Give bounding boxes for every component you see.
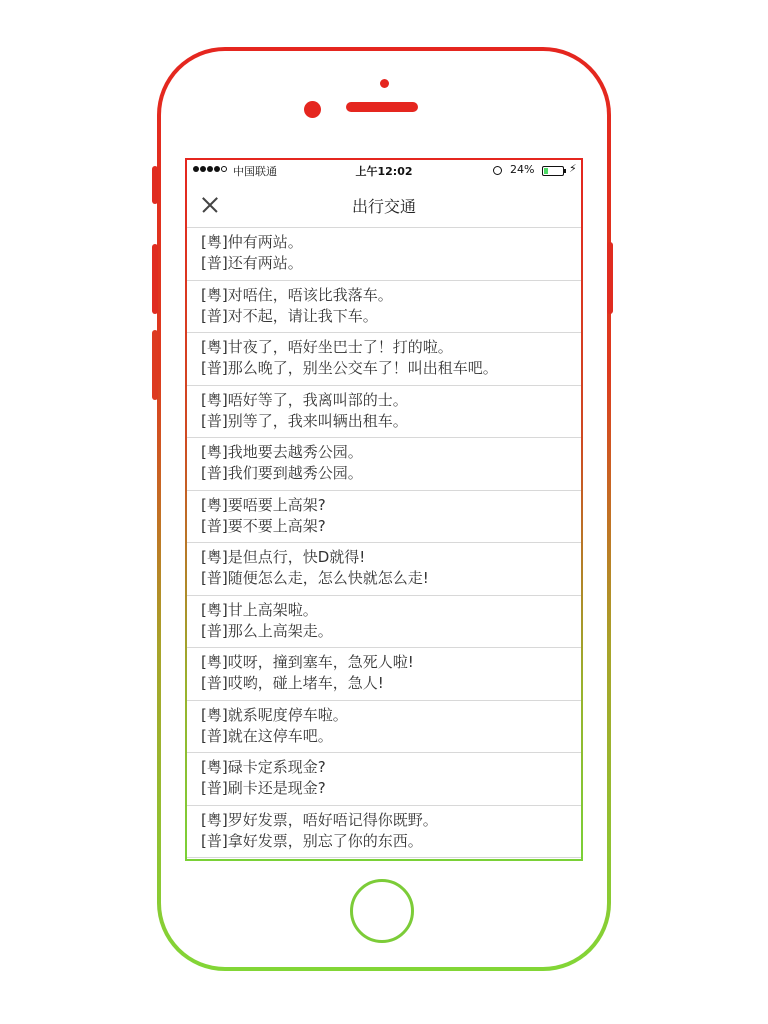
list-item[interactable] — [187, 333, 581, 386]
home-button[interactable] — [350, 879, 414, 943]
cantonese-phrase: [粤]是但点行，快D就得! — [201, 548, 366, 566]
volume-up-button — [152, 244, 158, 314]
volume-down-button — [152, 330, 158, 400]
list-item[interactable] — [187, 438, 581, 491]
mandarin-phrase: [普]拿好发票，别忘了你的东西。 — [201, 831, 423, 850]
cantonese-phrase: [粤]甘夜了，唔好坐巴士了！打的啦。 — [201, 338, 453, 356]
earpiece-speaker — [346, 102, 418, 112]
mandarin-phrase: [普]随便怎么走，怎么快就怎么走! — [201, 569, 429, 587]
mandarin-phrase: [普]刷卡还是现金? — [201, 779, 326, 797]
mandarin-phrase: [普]我们要到越秀公园。 — [201, 464, 363, 482]
battery-fill — [544, 168, 548, 174]
cantonese-phrase: [粤]对唔住，唔该比我落车。 — [201, 285, 393, 304]
proximity-sensor — [380, 79, 389, 88]
list-item[interactable] — [187, 648, 581, 701]
phrase-list — [187, 228, 581, 858]
charging-icon: ⚡ — [569, 162, 577, 175]
mandarin-phrase: [普]哎哟，碰上堵车，急人! — [201, 674, 384, 692]
cantonese-phrase: [粤]甘上高架啦。 — [201, 600, 318, 619]
mandarin-phrase: [普]那么上高架走。 — [201, 621, 333, 640]
status-bar — [187, 160, 581, 182]
mandarin-phrase: [普]那么晚了，别坐公交车了！叫出租车吧。 — [201, 359, 498, 377]
cantonese-phrase: [粤]就系呢度停车啦。 — [201, 705, 348, 724]
cantonese-phrase: [粤]我地要去越秀公园。 — [201, 443, 363, 461]
mandarin-phrase: [普]对不起，请让我下车。 — [201, 306, 378, 325]
mute-switch — [152, 166, 158, 204]
rotation-lock-icon — [493, 166, 502, 175]
list-item[interactable] — [187, 753, 581, 806]
nav-bar — [187, 182, 581, 228]
cantonese-phrase: [粤]罗好发票，唔好唔记得你既野。 — [201, 810, 438, 829]
list-item[interactable] — [187, 491, 581, 544]
cantonese-phrase: [粤]碌卡定系现金? — [201, 758, 326, 776]
mandarin-phrase: [普]要不要上高架? — [201, 516, 326, 535]
list-item[interactable] — [187, 701, 581, 754]
cantonese-phrase: [粤]哎呀，撞到塞车，急死人啦! — [201, 653, 414, 671]
list-item[interactable] — [187, 386, 581, 439]
list-item[interactable] — [187, 806, 581, 859]
mandarin-phrase: [普]还有两站。 — [201, 254, 303, 272]
list-item[interactable] — [187, 596, 581, 649]
battery-icon — [542, 166, 564, 176]
front-camera — [304, 101, 321, 118]
power-button — [607, 242, 613, 314]
mandarin-phrase: [普]别等了，我来叫辆出租车。 — [201, 411, 408, 430]
phone-screen — [185, 158, 583, 861]
list-item[interactable] — [187, 281, 581, 334]
mandarin-phrase: [普]就在这停车吧。 — [201, 726, 333, 745]
cantonese-phrase: [粤]要唔要上高架? — [201, 495, 326, 514]
cantonese-phrase: [粤]唔好等了，我离叫部的士。 — [201, 390, 408, 409]
cantonese-phrase: [粤]仲有两站。 — [201, 233, 303, 251]
list-item[interactable] — [187, 543, 581, 596]
page-title: 出行交通 — [351, 197, 416, 216]
list-item[interactable] — [187, 228, 581, 281]
battery-percentage: 24% — [510, 163, 535, 176]
status-time: 上午12:02 — [355, 165, 413, 178]
carrier-name: 中国联通 — [233, 165, 277, 178]
